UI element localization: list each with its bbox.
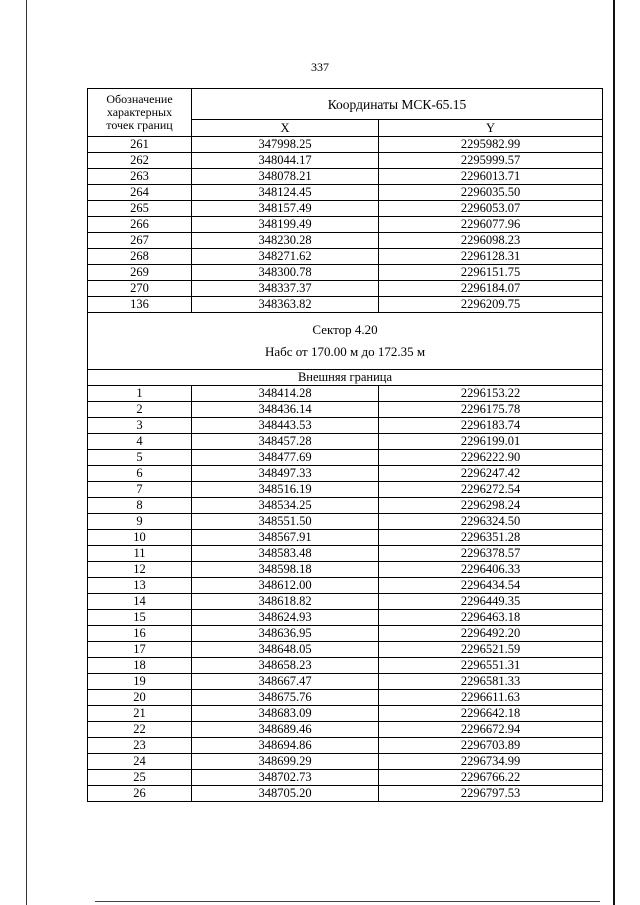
y-coordinate-cell: 2296734.99: [379, 754, 603, 770]
table-row: [88, 418, 603, 434]
table-row: [88, 786, 603, 802]
table-row: [88, 402, 603, 418]
y-coordinate-cell: 2296035.50: [379, 185, 603, 201]
table-row: [88, 265, 603, 281]
table-row: [88, 706, 603, 722]
point-number-cell: 25: [88, 770, 192, 786]
point-number-cell: 265: [88, 201, 192, 217]
point-number-cell: 23: [88, 738, 192, 754]
point-number-cell: 136: [88, 297, 192, 313]
table-row: [88, 233, 603, 249]
y-coordinate-cell: 2296611.63: [379, 690, 603, 706]
y-coordinate-cell: 2296222.90: [379, 450, 603, 466]
point-number-cell: 8: [88, 498, 192, 514]
sector-rows-body: [88, 386, 603, 802]
table-row: [88, 386, 603, 402]
boundary-title: Внешняя граница: [88, 370, 603, 386]
table-row: [88, 658, 603, 674]
point-number-cell: 6: [88, 466, 192, 482]
table-row: [88, 594, 603, 610]
point-number-cell: 3: [88, 418, 192, 434]
x-coordinate-cell: 348598.18: [192, 562, 379, 578]
boundary-row: [88, 370, 603, 386]
x-coordinate-cell: 348567.91: [192, 530, 379, 546]
points-label-line-3: точек границ: [106, 118, 173, 132]
sector-header-row: [88, 313, 603, 370]
y-coordinate-cell: 2296521.59: [379, 642, 603, 658]
point-number-cell: 270: [88, 281, 192, 297]
x-coordinate-cell: 348124.45: [192, 185, 379, 201]
y-coordinate-cell: 2296298.24: [379, 498, 603, 514]
x-coordinate-cell: 348516.19: [192, 482, 379, 498]
point-number-cell: 17: [88, 642, 192, 658]
y-coordinate-cell: 2296581.33: [379, 674, 603, 690]
table-row: [88, 738, 603, 754]
page-edge-left: [26, 0, 27, 905]
table-row: [88, 434, 603, 450]
x-coordinate-cell: 348497.33: [192, 466, 379, 482]
y-coordinate-cell: 2296247.42: [379, 466, 603, 482]
point-number-cell: 19: [88, 674, 192, 690]
point-number-cell: 20: [88, 690, 192, 706]
y-coordinate-cell: 2295999.57: [379, 153, 603, 169]
x-coordinate-cell: 348337.37: [192, 281, 379, 297]
y-coordinate-cell: 2296406.33: [379, 562, 603, 578]
point-number-cell: 18: [88, 658, 192, 674]
point-number-cell: 261: [88, 137, 192, 153]
point-number-cell: 267: [88, 233, 192, 249]
x-coordinate-cell: 348683.09: [192, 706, 379, 722]
point-number-cell: 26: [88, 786, 192, 802]
x-coordinate-cell: 348230.28: [192, 233, 379, 249]
point-number-cell: 5: [88, 450, 192, 466]
table-row: [88, 722, 603, 738]
y-coordinate-cell: 2296199.01: [379, 434, 603, 450]
table-row: [88, 201, 603, 217]
table-row: [88, 562, 603, 578]
x-coordinate-cell: 348583.48: [192, 546, 379, 562]
table-row: [88, 578, 603, 594]
x-coordinate-cell: 348648.05: [192, 642, 379, 658]
point-number-cell: 15: [88, 610, 192, 626]
point-number-cell: 21: [88, 706, 192, 722]
x-coordinate-cell: 348300.78: [192, 265, 379, 281]
page-edge-right: [613, 0, 615, 905]
point-number-cell: 1: [88, 386, 192, 402]
header-row-main: [88, 89, 603, 120]
y-coordinate-cell: 2296449.35: [379, 594, 603, 610]
points-label-line-2: характерных: [106, 105, 173, 119]
point-number-cell: 4: [88, 434, 192, 450]
table-row: [88, 626, 603, 642]
y-coordinate-cell: 2296128.31: [379, 249, 603, 265]
y-coordinate-cell: 2296272.54: [379, 482, 603, 498]
table-row: [88, 185, 603, 201]
point-number-cell: 12: [88, 562, 192, 578]
table-row: [88, 514, 603, 530]
x-coordinate-cell: 347998.25: [192, 137, 379, 153]
table-row: [88, 137, 603, 153]
y-column-header: Y: [379, 120, 603, 137]
y-coordinate-cell: 2296013.71: [379, 169, 603, 185]
table-row: [88, 249, 603, 265]
y-coordinate-cell: 2296492.20: [379, 626, 603, 642]
point-number-cell: 13: [88, 578, 192, 594]
point-number-cell: 11: [88, 546, 192, 562]
y-coordinate-cell: 2296175.78: [379, 402, 603, 418]
x-column-header: X: [192, 120, 379, 137]
sector-section: [88, 313, 603, 386]
table-row: [88, 297, 603, 313]
y-coordinate-cell: 2296209.75: [379, 297, 603, 313]
coordinates-table: [87, 88, 603, 802]
x-coordinate-cell: 348689.46: [192, 722, 379, 738]
table-row: [88, 169, 603, 185]
points-label-header: [88, 89, 192, 137]
table-row: [88, 530, 603, 546]
x-coordinate-cell: 348436.14: [192, 402, 379, 418]
table-row: [88, 674, 603, 690]
point-number-cell: 24: [88, 754, 192, 770]
x-coordinate-cell: 348551.50: [192, 514, 379, 530]
points-label-line-1: Обозначение: [106, 92, 173, 106]
x-coordinate-cell: 348414.28: [192, 386, 379, 402]
y-coordinate-cell: 2295982.99: [379, 137, 603, 153]
point-number-cell: 266: [88, 217, 192, 233]
point-number-cell: 2: [88, 402, 192, 418]
sector-header-cell: [88, 313, 603, 370]
y-coordinate-cell: 2296351.28: [379, 530, 603, 546]
point-number-cell: 9: [88, 514, 192, 530]
x-coordinate-cell: 348618.82: [192, 594, 379, 610]
x-coordinate-cell: 348705.20: [192, 786, 379, 802]
x-coordinate-cell: 348477.69: [192, 450, 379, 466]
page-number: 337: [311, 60, 329, 74]
table-row: [88, 153, 603, 169]
table-row: [88, 690, 603, 706]
y-coordinate-cell: 2296378.57: [379, 546, 603, 562]
x-coordinate-cell: 348457.28: [192, 434, 379, 450]
x-coordinate-cell: 348658.23: [192, 658, 379, 674]
x-coordinate-cell: 348612.00: [192, 578, 379, 594]
sector-title: Сектор 4.20: [312, 322, 378, 337]
coordinates-title-header: Координаты МСК-65.15: [192, 89, 603, 120]
x-coordinate-cell: 348199.49: [192, 217, 379, 233]
table-row: [88, 281, 603, 297]
point-number-cell: 22: [88, 722, 192, 738]
y-coordinate-cell: 2296434.54: [379, 578, 603, 594]
y-coordinate-cell: 2296151.75: [379, 265, 603, 281]
y-coordinate-cell: 2296324.50: [379, 514, 603, 530]
y-coordinate-cell: 2296551.31: [379, 658, 603, 674]
y-coordinate-cell: 2296766.22: [379, 770, 603, 786]
y-coordinate-cell: 2296703.89: [379, 738, 603, 754]
x-coordinate-cell: 348702.73: [192, 770, 379, 786]
y-coordinate-cell: 2296463.18: [379, 610, 603, 626]
point-number-cell: 16: [88, 626, 192, 642]
y-coordinate-cell: 2296153.22: [379, 386, 603, 402]
table-row: [88, 754, 603, 770]
sector-height-range: Набс от 170.00 м до 172.35 м: [264, 344, 426, 359]
page-edge-bottom: [95, 901, 600, 902]
table-row: [88, 610, 603, 626]
x-coordinate-cell: 348443.53: [192, 418, 379, 434]
x-coordinate-cell: 348675.76: [192, 690, 379, 706]
y-coordinate-cell: 2296642.18: [379, 706, 603, 722]
point-number-cell: 269: [88, 265, 192, 281]
point-number-cell: 14: [88, 594, 192, 610]
y-coordinate-cell: 2296672.94: [379, 722, 603, 738]
point-number-cell: 264: [88, 185, 192, 201]
x-coordinate-cell: 348624.93: [192, 610, 379, 626]
point-number-cell: 268: [88, 249, 192, 265]
y-coordinate-cell: 2296098.23: [379, 233, 603, 249]
y-coordinate-cell: 2296183.74: [379, 418, 603, 434]
x-coordinate-cell: 348078.21: [192, 169, 379, 185]
y-coordinate-cell: 2296797.53: [379, 786, 603, 802]
point-number-cell: 10: [88, 530, 192, 546]
y-coordinate-cell: 2296053.07: [379, 201, 603, 217]
table-row: [88, 770, 603, 786]
y-coordinate-cell: 2296077.96: [379, 217, 603, 233]
x-coordinate-cell: 348636.95: [192, 626, 379, 642]
x-coordinate-cell: 348694.86: [192, 738, 379, 754]
x-coordinate-cell: 348271.62: [192, 249, 379, 265]
top-rows-body: [88, 137, 603, 313]
x-coordinate-cell: 348363.82: [192, 297, 379, 313]
table-row: [88, 498, 603, 514]
x-coordinate-cell: 348157.49: [192, 201, 379, 217]
table-row: [88, 450, 603, 466]
table-row: [88, 482, 603, 498]
point-number-cell: 7: [88, 482, 192, 498]
table-row: [88, 217, 603, 233]
x-coordinate-cell: 348667.47: [192, 674, 379, 690]
table-row: [88, 642, 603, 658]
table-row: [88, 546, 603, 562]
x-coordinate-cell: 348699.29: [192, 754, 379, 770]
x-coordinate-cell: 348534.25: [192, 498, 379, 514]
x-coordinate-cell: 348044.17: [192, 153, 379, 169]
point-number-cell: 263: [88, 169, 192, 185]
y-coordinate-cell: 2296184.07: [379, 281, 603, 297]
point-number-cell: 262: [88, 153, 192, 169]
table-row: [88, 466, 603, 482]
